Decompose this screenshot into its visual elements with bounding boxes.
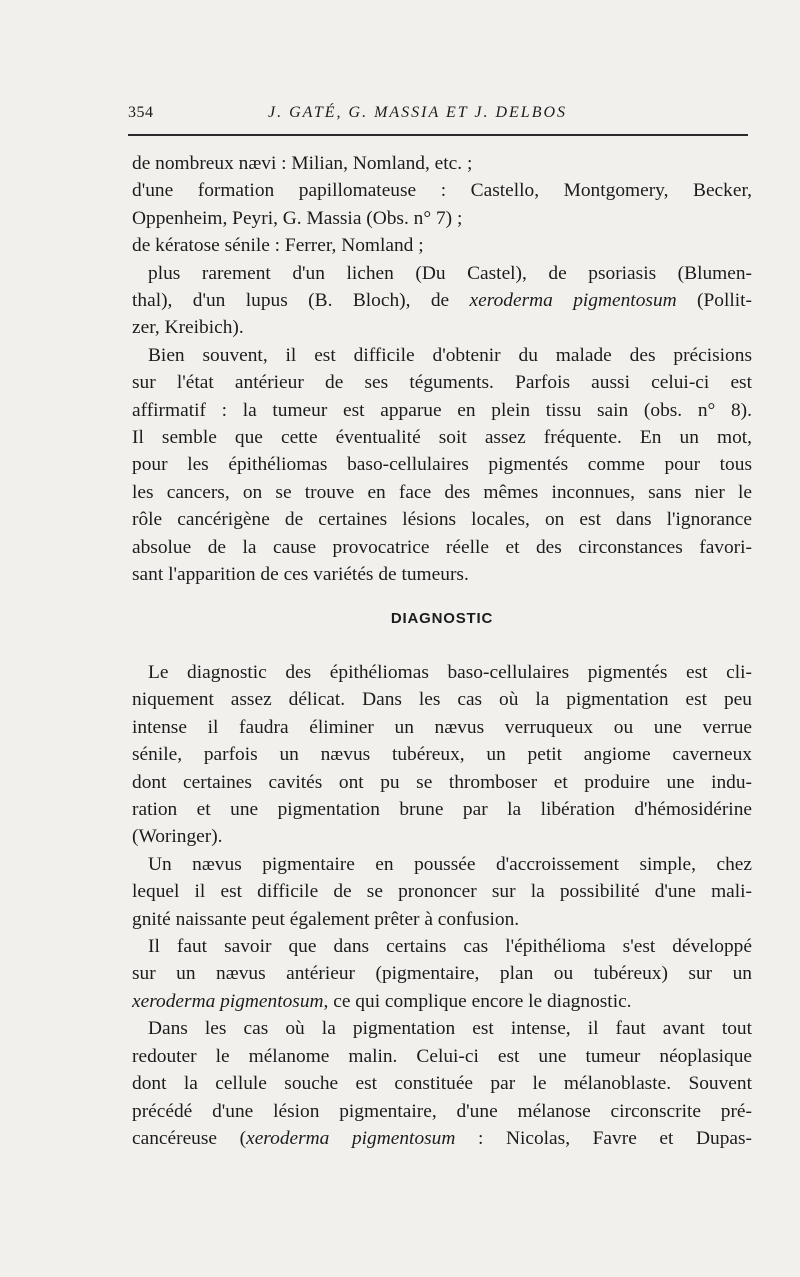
- text-line: lequel il est difficile de se prononcer sur la possibilité d'une mali-: [132, 881, 752, 903]
- text-line: sant l'apparition de ces variétés de tumeurs.: [132, 564, 469, 586]
- text-line: (Woringer).: [132, 826, 223, 848]
- text-line: Un nævus pigmentaire en poussée d'accroissement simple, chez: [148, 853, 752, 875]
- text-line: Le diagnostic des épithéliomas baso-cellulaires pigmentés est cli-: [148, 662, 752, 683]
- text-line: ration et une pigmentation brune par la libération d'hémosidérine: [132, 799, 752, 821]
- latin-term: xeroderma pigmentosum: [132, 990, 324, 1012]
- text-line: affirmatif : la tumeur est apparue en plein tissu sain (obs. n° 8).: [132, 399, 752, 421]
- text-line: Il semble que cette éventualité soit assez fréquente. En un mot,: [132, 427, 752, 449]
- text-line: les cancers, on se trouve en face des mêmes inconnues, sans nier le: [132, 481, 752, 503]
- running-head: [128, 104, 748, 128]
- text-line: Bien souvent, il est difficile d'obtenir du malade des précisions: [148, 344, 752, 366]
- body-text-section-1: [132, 150, 752, 589]
- text-line: de nombreux nævi : Milian, Nomland, etc. ;: [132, 153, 473, 174]
- running-title: J. GATÉ, G. MASSIA ET J. DELBOS: [268, 104, 568, 121]
- text-line: dont la cellule souche est constituée par le mélanoblaste. Souvent: [132, 1073, 752, 1095]
- text-line: sénile, parfois un nævus tubéreux, un petit angiome caverneux: [132, 744, 752, 766]
- text-line: niquement assez délicat. Dans les cas où la pigmentation est peu: [132, 689, 752, 711]
- text-line: sur l'état antérieur de ses téguments. Parfois aussi celui-ci est: [132, 372, 752, 394]
- text-line: rôle cancérigène de certaines lésions locales, on est dans l'ignorance: [132, 509, 752, 531]
- body-text-section-2: [132, 659, 752, 1152]
- text-line: d'une formation papillomateuse : Castello, Montgomery, Becker,: [132, 180, 752, 202]
- text-line: redouter le mélanome malin. Celui-ci est une tumeur néoplasique: [132, 1045, 752, 1067]
- text-line: absolue de la cause provocatrice réelle et des circonstances favori-: [132, 536, 752, 558]
- text-line: Dans les cas où la pigmentation est intense, il faut avant tout: [148, 1018, 752, 1040]
- text-line: Il faut savoir que dans certains cas l'épithélioma s'est développé: [148, 936, 752, 958]
- text-line: zer, Kreibich).: [132, 317, 244, 339]
- text-line: cancéreuse (xeroderma pigmentosum : Nicolas, Favre et Dupas-: [132, 1127, 752, 1149]
- text-line: sur un nævus antérieur (pigmentaire, plan ou tubéreux) sur un: [132, 963, 752, 985]
- text-line: xeroderma pigmentosum, ce qui complique encore le diagnostic.: [132, 990, 632, 1012]
- text-line: de kératose sénile : Ferrer, Nomland ;: [132, 235, 424, 257]
- section-heading: DIAGNOSTIC: [390, 610, 494, 627]
- text-line: dont certaines cavités ont pu se thromboser et produire une indu-: [132, 771, 752, 793]
- text-line: précédé d'une lésion pigmentaire, d'une mélanose circonscrite pré-: [132, 1100, 752, 1122]
- text-line: plus rarement d'un lichen (Du Castel), de psoriasis (Blumen-: [148, 262, 752, 284]
- text-line: intense il faudra éliminer un nævus verruqueux ou une verrue: [132, 716, 752, 738]
- text-line: Oppenheim, Peyri, G. Massia (Obs. n° 7) ;: [132, 207, 463, 229]
- latin-term: xeroderma pigmentosum: [469, 290, 677, 312]
- header-rule: [128, 134, 748, 136]
- text-line: pour les épithéliomas baso-cellulaires pigmentés comme pour tous: [132, 454, 752, 476]
- text-line: gnité naissante peut également prêter à confusion.: [132, 908, 520, 930]
- latin-term: xeroderma pigmentosum: [246, 1127, 456, 1149]
- text-line: thal), d'un lupus (B. Bloch), de xeroderma pigmentosum (Pollit-: [132, 290, 752, 312]
- page-number: 354: [128, 104, 154, 121]
